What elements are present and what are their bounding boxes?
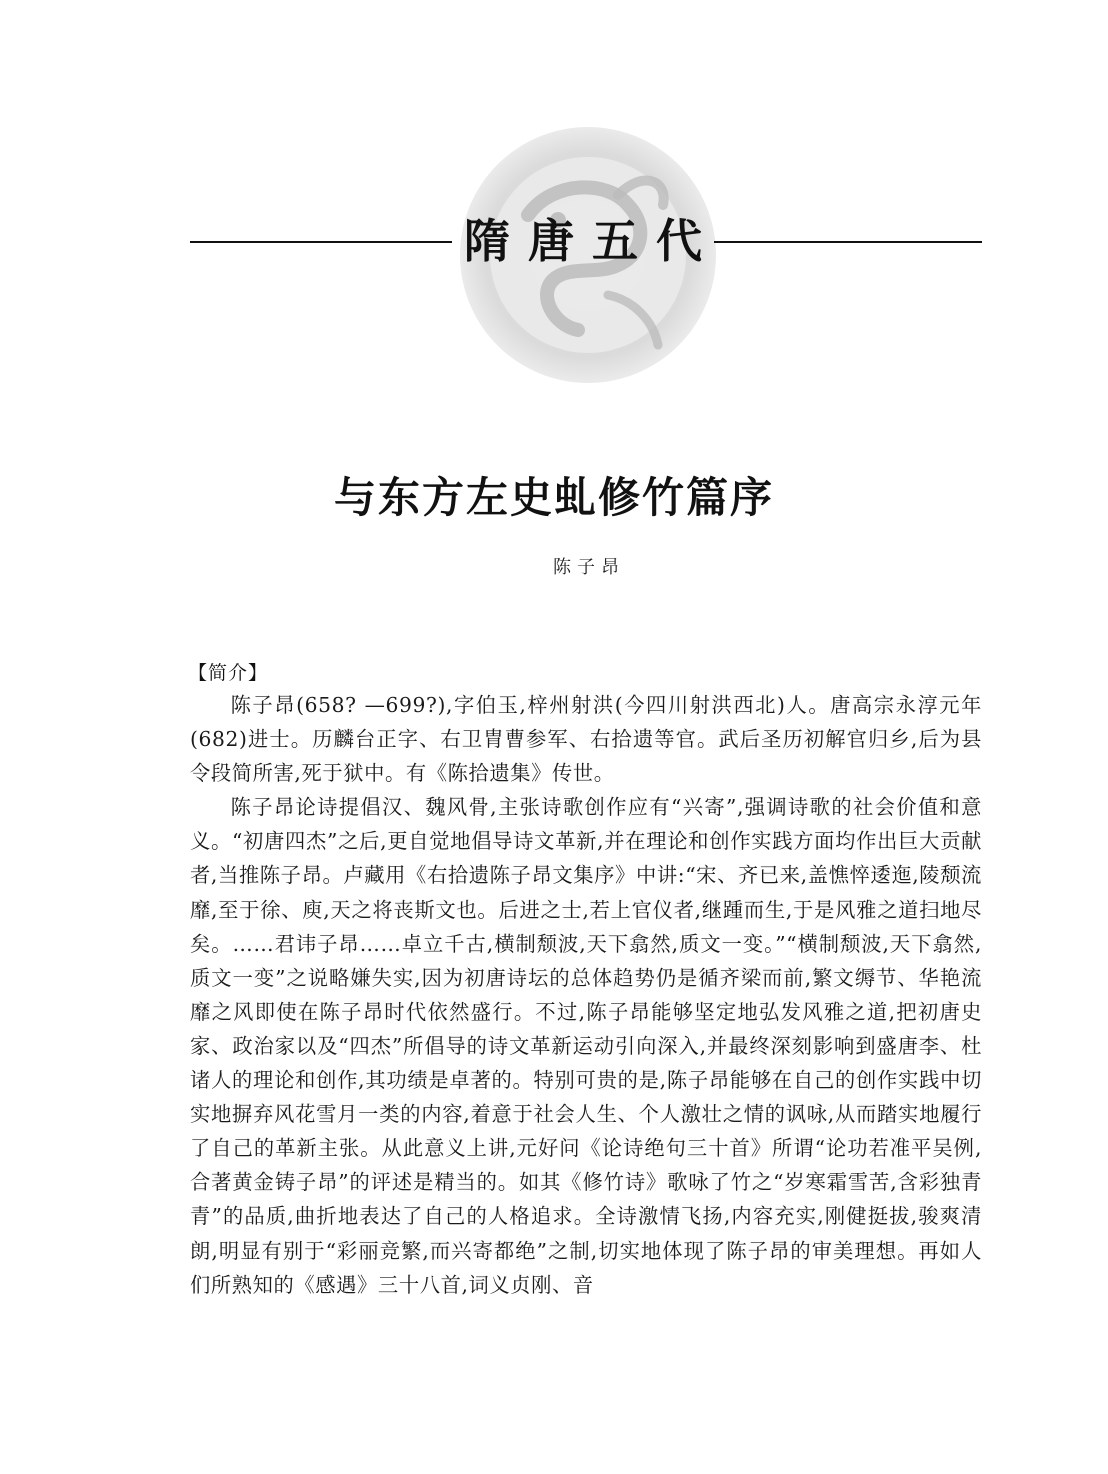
intro-paragraph-2: 陈子昂论诗提倡汉、魏风骨,主张诗歌创作应有“兴寄”,强调诗歌的社会价值和意义。“初唐四杰”之后,更自觉地倡导诗文革新,并在理论和创作实践方面均作出巨大贡献者,当推陈子昂。卢藏用《右拾遗陈子昂文集序》中讲:“宋、齐已来,盖憔悴逶迤,陵颓流靡,至于徐、庾,天之将丧斯文也。后进之士,若上官仪者,继踵而生,于是风雅之道扫地尽矣。……君讳子昂……卓立千古,横制颓波,天下翕然,质文一变。”“横制颓波,天下翕然,质文一变”之说略嫌失实,因为初唐诗坛的总体趋势仍是循齐梁而前,繁文缛节、华艳流靡之风即使在陈子昂时代依然盛行。不过,陈子昂能够坚定地弘发风雅之道,把初唐史家、政治家以及“四杰”所倡导的诗文革新运动引向深入,并最终深刻影响到盛唐李、杜诸人的理论和创作,其功绩是卓著的。特别可贵的是,陈子昂能够在自己的创作实践中切实地摒弃风花雪月一类的内容,着意于社会人生、个人激壮之情的讽咏,从而踏实地履行了自己的革新主张。从此意义上讲,元好问《论诗绝句三十首》所谓“论功若准平吴例,合著黄金铸子昂”的评述是精当的。如其《修竹诗》歌咏了竹之“岁寒霜雪苦,含彩独青青”的品质,曲折地表达了自己的人格追求。全诗激情飞扬,内容充实,刚健挺拔,骏爽清朗,明显有别于“彩丽竞繁,而兴寄都绝”之制,切实地体现了陈子昂的审美理想。再如人们所熟知的《感遇》三十八首,词义贞刚、音 <box>190 795 982 1297</box>
header-rule-right <box>714 241 982 243</box>
header-rule-left <box>190 241 452 243</box>
intro-body <box>190 688 982 1302</box>
intro-paragraph-1: 陈子昂(658? —699?),字伯玉,梓州射洪(今四川射洪西北)人。唐高宗永淳元年(682)进士。历麟台正字、右卫胄曹参军、右拾遗等官。武后圣历初解官归乡,后为县令段简所害,死于狱中。有《陈拾遗集》传世。 <box>190 693 982 786</box>
section-title: 隋唐五代 <box>464 214 720 268</box>
article-title: 与东方左史虬修竹篇序 <box>333 473 774 522</box>
intro-label: 【简介】 <box>188 662 269 684</box>
article-author: 陈子昂 <box>553 557 625 578</box>
